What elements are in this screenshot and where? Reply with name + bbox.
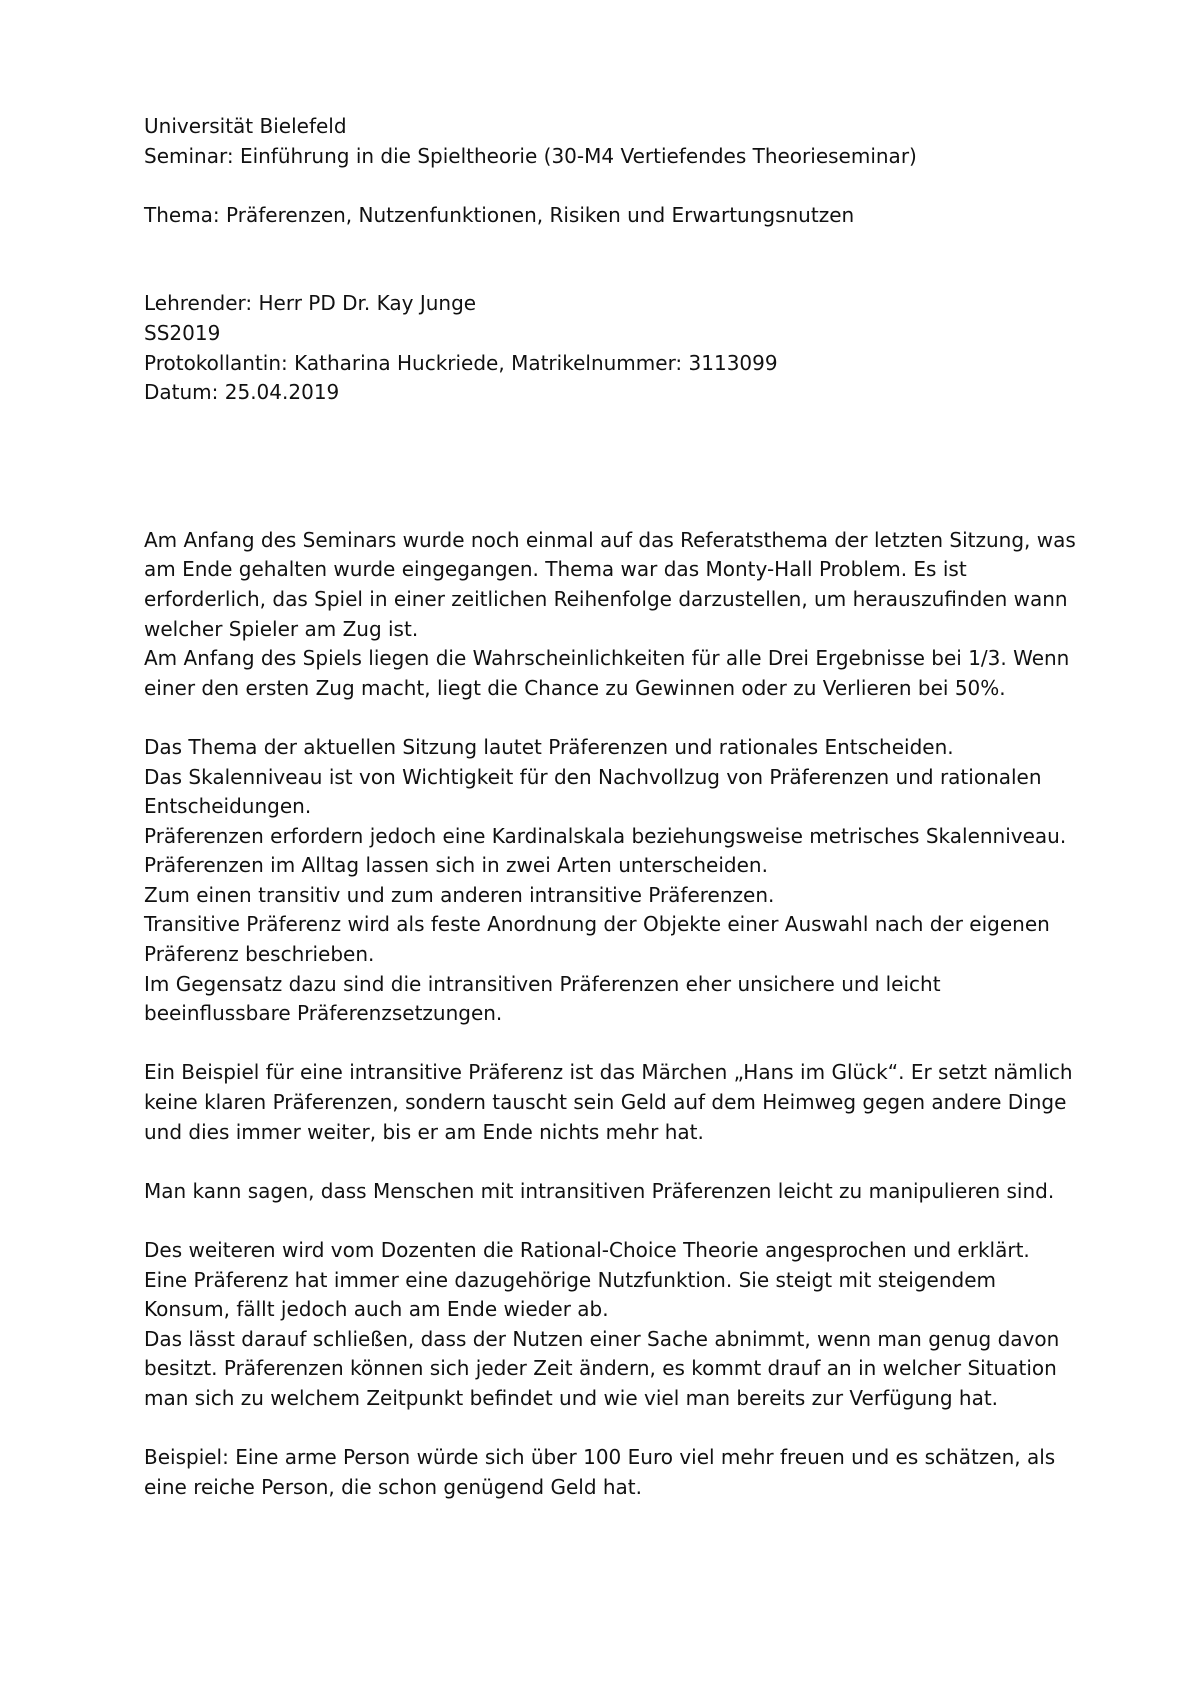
text-line: Präferenzen erfordern jedoch eine Kardinalskala beziehungsweise metrisches Skalenniveau. [144, 823, 1067, 848]
text-line: Entscheidungen. [144, 794, 312, 819]
text-line: und dies immer weiter, bis er am Ende nichts mehr hat. [144, 1119, 704, 1144]
text-line: Das lässt darauf schließen, dass der Nutzen einer Sache abnimmt, wenn man genug davon [144, 1326, 1060, 1351]
text-line: eine reiche Person, die schon genügend Geld hat. [144, 1474, 642, 1499]
text-line: Am Anfang des Spiels liegen die Wahrscheinlichkeiten für alle Drei Ergebnisse bei 1/3. Wenn [144, 646, 1070, 671]
text-line: Im Gegensatz dazu sind die intransitiven Präferenzen eher unsichere und leicht [144, 971, 941, 996]
text-line: Am Anfang des Seminars wurde noch einmal auf das Referatsthema der letzten Sitzung, was [144, 527, 1076, 552]
semester-line: SS2019 [144, 320, 221, 345]
text-line: Man kann sagen, dass Menschen mit intransitiven Präferenzen leicht zu manipulieren sind. [144, 1178, 1055, 1203]
text-line: Transitive Präferenz wird als feste Anordnung der Objekte einer Auswahl nach der eigenen [144, 912, 1050, 937]
text-line: Eine Präferenz hat immer eine dazugehörige Nutzfunktion. Sie steigt mit steigendem [144, 1267, 997, 1292]
text-line: Das Thema der aktuellen Sitzung lautet Präferenzen und rationales Entscheiden. [144, 734, 954, 759]
text-line: besitzt. Präferenzen können sich jeder Zeit ändern, es kommt drauf an in welcher Situation [144, 1356, 1057, 1381]
topic-line: Thema: Präferenzen, Nutzenfunktionen, Risiken und Erwartungsnutzen [144, 202, 855, 227]
recorder-line: Protokollantin: Katharina Huckriede, Matrikelnummer: 3113099 [144, 350, 778, 375]
text-line: am Ende gehalten wurde eingegangen. Thema war das Monty-Hall Problem. Es ist [144, 557, 967, 582]
text-line: Des weiteren wird vom Dozenten die Rational-Choice Theorie angesprochen und erklärt. [144, 1238, 1030, 1262]
text-line: Das Skalenniveau ist von Wichtigkeit für den Nachvollzug von Präferenzen und rationalen [144, 764, 1042, 789]
text-line: Präferenzen im Alltag lassen sich in zwei Arten unterscheiden. [144, 853, 768, 878]
paragraph-preferences [144, 733, 1067, 1029]
paragraph-manipulation [144, 1177, 1064, 1207]
text-line: Zum einen transitiv und zum anderen intransitive Präferenzen. [144, 882, 775, 907]
document-content [144, 112, 1076, 1502]
text-line: keine klaren Präferenzen, sondern tauscht sein Geld auf dem Heimweg gegen andere Dinge [144, 1090, 1067, 1115]
text-line: welcher Spieler am Zug ist. [144, 616, 419, 641]
paragraph-monty-hall [144, 526, 1076, 704]
seminar-line: Seminar: Einführung in die Spieltheorie (30-M4 Vertiefendes Theorieseminar) [144, 143, 917, 168]
text-line: Beispiel: Eine arme Person würde sich über 100 Euro viel mehr freuen und es schätzen, als [144, 1445, 1056, 1470]
university-line: Universität Bielefeld [144, 114, 347, 138]
text-line: einer den ersten Zug macht, liegt die Chance zu Gewinnen oder zu Verlieren bei 50%. [144, 675, 1006, 700]
paragraph-hans-im-glueck [144, 1058, 1073, 1147]
text-line: Konsum, fällt jedoch auch am Ende wieder ab. [144, 1297, 609, 1322]
text-line: erforderlich, das Spiel in einer zeitlichen Reihenfolge darzustellen, um herauszufinden wann [144, 586, 1068, 611]
text-line: Ein Beispiel für eine intransitive Präferenz ist das Märchen „Hans im Glück“. Er setzt nämlich [144, 1060, 1073, 1085]
paragraph-rational-choice [144, 1236, 1064, 1414]
paragraph-example [144, 1443, 1064, 1502]
date-line: Datum: 25.04.2019 [144, 380, 340, 405]
lecturer-line: Lehrender: Herr PD Dr. Kay Junge [144, 291, 477, 316]
text-line: man sich zu welchem Zeitpunkt befindet und wie viel man bereits zur Verfügung hat. [144, 1385, 999, 1410]
text-line: Präferenz beschrieben. [144, 942, 375, 967]
text-line: beeinflussbare Präferenzsetzungen. [144, 1001, 503, 1026]
